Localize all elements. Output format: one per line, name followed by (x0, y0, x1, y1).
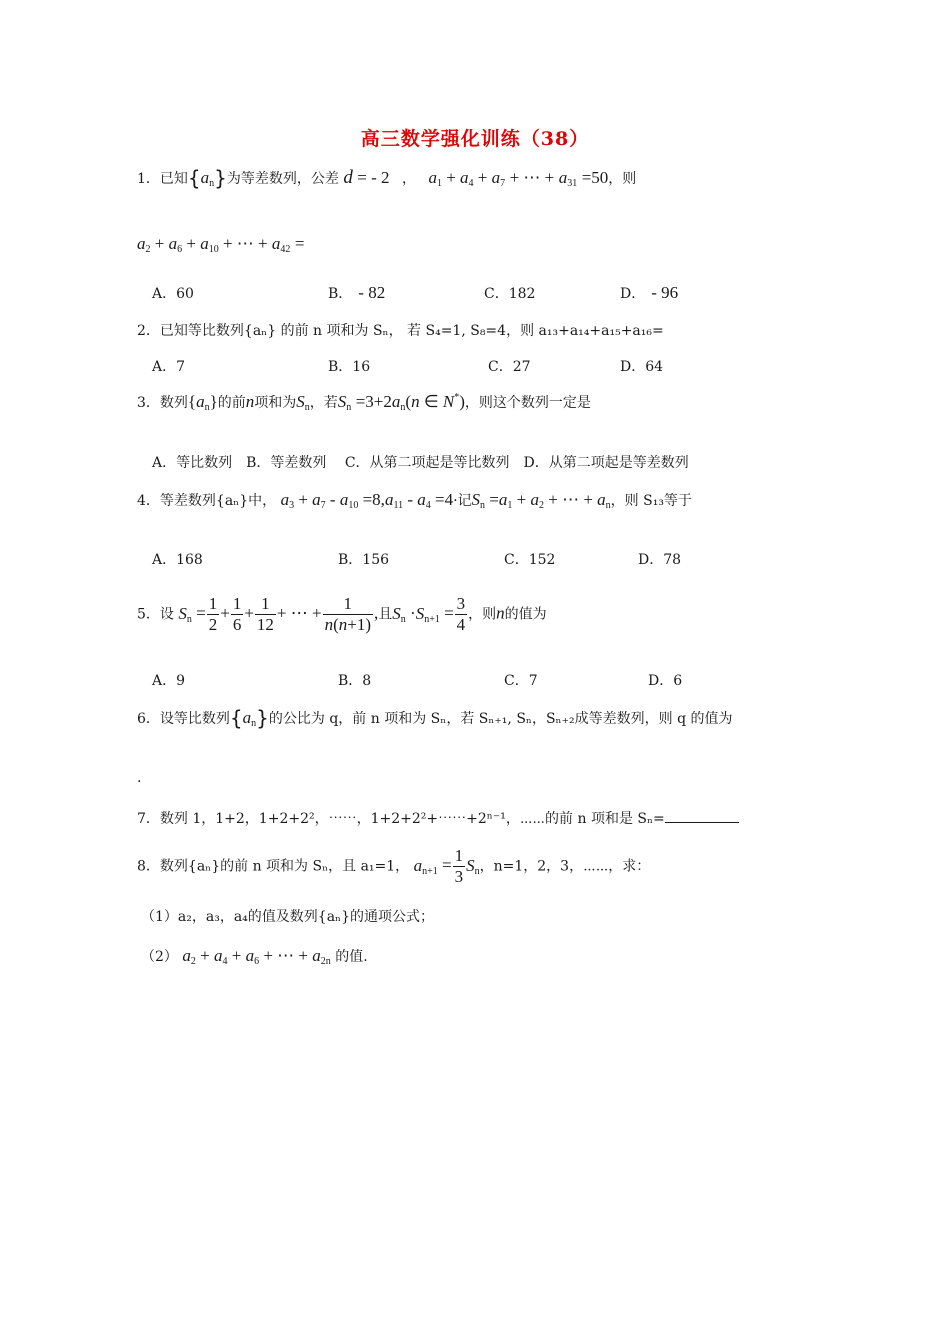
q1-option-a: A．60 (152, 286, 194, 302)
q5-option-d: D．6 (648, 673, 683, 689)
q2-option-a: A．7 (152, 359, 186, 375)
question-1-ask: $a_2 + a_6 + a_{10}$ + ⋯ + $a_{42}$ = (137, 234, 305, 255)
question-1: 1．已知$\{a_n\}$为等差数列，公差 d = - 2 ， $a_1 + a_4 + a_7$ + ⋯ + $a_{31} =50$，则 (137, 166, 637, 190)
page-title: 高三数学强化训练（38） (360, 128, 590, 150)
q6-trailing-dot: . (137, 770, 142, 786)
q8-part-1: （1）a₂，a₃，a₄的值及数列{aₙ}的通项公式； (141, 909, 435, 925)
q5-option-b: B．8 (338, 673, 372, 689)
q1-option-b: B． - 82 (328, 283, 386, 302)
q8-part-2: （2） $a_2 + a_4 + a_6$ + ⋯ + $a_{2n}$ 的值. (141, 946, 368, 967)
question-7: 7．数列 1，1+2，1+2+2²，⋯⋯，1+2+2²+⋯⋯+2ⁿ⁻¹，⋯⋯的前 n 项和是 Sₙ= (137, 808, 739, 828)
q2-option-d: D．64 (620, 359, 664, 375)
q5-option-a: A．9 (152, 673, 186, 689)
q4-option-d: D．78 (638, 552, 682, 568)
q2-option-c: C．27 (488, 359, 531, 375)
q3-options: A．等比数列 B．等差数列 C．从第二项起是等比数列 D．从第二项起是等差数列 (152, 455, 689, 471)
q1-intro: 1．已知 (137, 171, 188, 187)
question-2: 2．已知等比数列{aₙ} 的前 n 项和为 Sₙ， 若 S₄=1, S₈=4，则 a₁₃+a₁₄+a₁₅+a₁₆= (137, 323, 664, 339)
q1-sum-value: =50 (581, 168, 609, 187)
q1-option-d: D． - 96 (620, 283, 679, 302)
q1-seq-text: 为等差数列，公差 (226, 171, 339, 187)
q4-option-a: A．168 (152, 552, 203, 568)
question-3: 3．数列$\{a_n\}$的前n项和为$S_n$，若$S_n =3+2a_n(n$ ∈ N*)，则这个数列一定是 (137, 392, 591, 413)
question-4: 4．等差数列{aₙ}中， $a_3 + a_7 - a_{10} =8,a_{11} - a_4 =4\cdot$记$S_n =a_1 + a_2$ + ⋯ + $a_n$，则 S₁₃等于 (137, 490, 692, 511)
q1-option-c: C．182 (484, 286, 536, 302)
q4-option-b: B．156 (338, 552, 390, 568)
q1-common-difference: = - 2 (357, 168, 390, 187)
q7-answer-blank[interactable] (665, 810, 739, 823)
question-6: 6．设等比数列$\{a_n\}$的公比为 q，前 n 项和为 Sₙ，若 Sₙ₊₁, Sₙ，Sₙ₊₂成等差数列，则 q 的值为 (137, 706, 733, 730)
question-8: 8．数列{aₙ}的前 n 项和为 Sₙ，且 a₁=1， $a_{n+1}$ = $\frac{1}{3}$ $S_n$，n=1，2，3，⋯⋯，求： (137, 846, 651, 886)
q4-option-c: C．152 (504, 552, 556, 568)
q5-option-c: C．7 (504, 673, 538, 689)
q2-option-b: B．16 (328, 359, 371, 375)
question-5: 5．设 $S_n$ = $\frac{1}{2}$ + $\frac{1}{6}$ + $\frac{1}{12}$ + ⋯ + $\frac{1}{n(n+1)}$ ,且$S_n \cdot S_{n+1}$ = $\frac{3}{4}$ ，则n的值为 (137, 594, 547, 634)
